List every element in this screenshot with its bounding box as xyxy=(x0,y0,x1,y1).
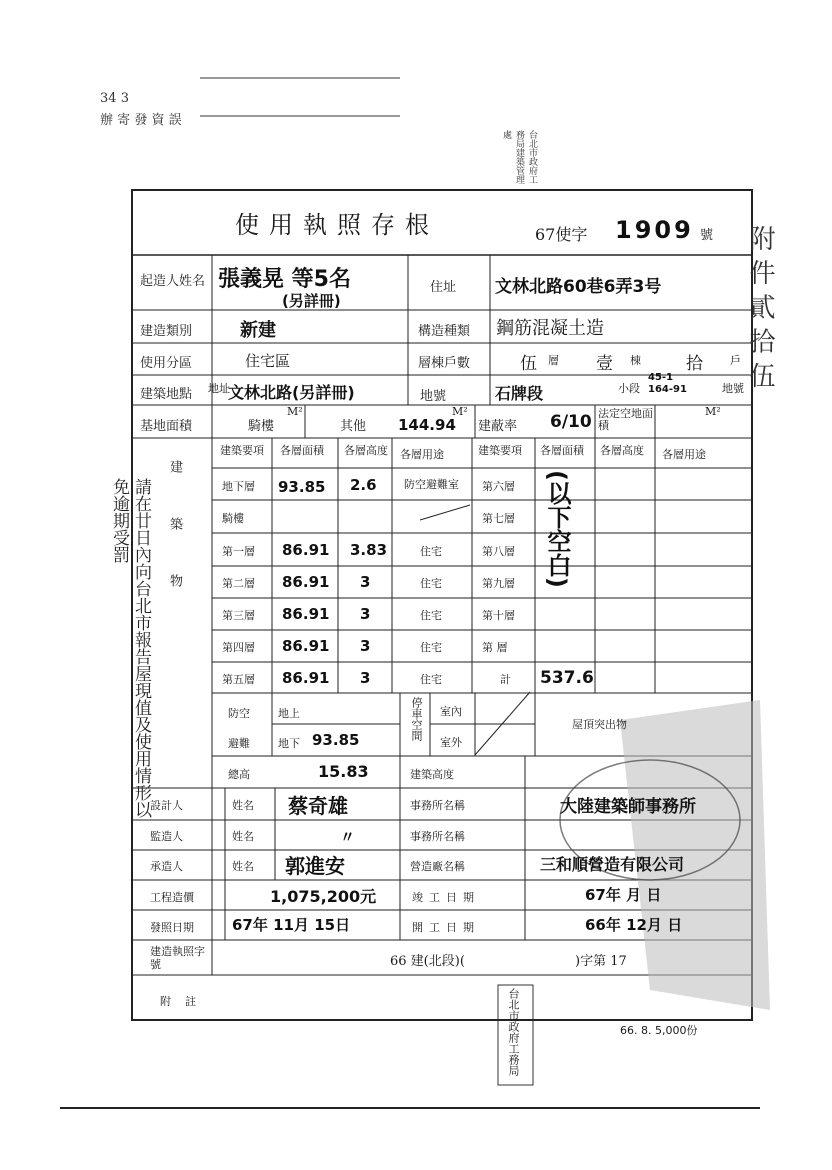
floor-unit: 層 xyxy=(548,354,559,367)
lot-section: 石牌段 xyxy=(495,384,544,403)
other-label: 其他 xyxy=(340,419,367,434)
lot-numbers: 45-1 164-91 xyxy=(648,372,687,395)
col-use-header: 各層用途 xyxy=(662,448,706,461)
designer-label: 設計人 xyxy=(150,799,183,812)
floor-area: 86.91 xyxy=(282,573,330,591)
stamp-line: 寄 xyxy=(117,113,131,128)
m2-unit: M² xyxy=(452,405,468,418)
floor-name: 第五層 xyxy=(222,673,255,686)
floor-use: 住宅 xyxy=(420,609,442,622)
floor-height: 3 xyxy=(360,573,371,591)
floors-label: 層棟戶數 xyxy=(418,356,471,371)
floor-name: 第六層 xyxy=(482,480,515,493)
floor-name: 第二層 xyxy=(222,577,255,590)
issue-date: 67年 11月 15日 xyxy=(232,916,351,934)
floor-name: 地下層 xyxy=(222,480,255,493)
floor-use: 住宅 xyxy=(420,673,442,686)
lot-label: 地號 xyxy=(420,389,447,404)
floor-name: 第三層 xyxy=(222,609,255,622)
floor-height: 3 xyxy=(360,605,371,623)
construction-type-label: 建造類別 xyxy=(140,324,193,339)
floor-height: 2.6 xyxy=(350,476,377,494)
stamp-line: 誤 xyxy=(168,113,182,128)
legal-area-label: 法定空地面積 xyxy=(598,407,653,432)
construction-permit-label: 建造執照字號 xyxy=(150,945,205,971)
office-stamp: 台北市政府工務局建築管理處 xyxy=(501,130,537,184)
m2-unit: M² xyxy=(287,405,303,418)
height-value: 15.83 xyxy=(318,762,369,781)
construction-permit-tail: )字第 17 xyxy=(575,954,627,969)
household-count: 拾 xyxy=(686,354,703,374)
arcade-label: 騎樓 xyxy=(248,419,275,434)
bottom-stamp: 台北市政府工務局 xyxy=(507,988,520,1076)
total-area: 537.6 xyxy=(540,668,594,688)
designer-office: 大陸建築師事務所 xyxy=(560,797,696,817)
contractor-name: 郭進安 xyxy=(285,854,345,878)
m2-unit: M² xyxy=(705,405,721,418)
structure-type-label: 構造種類 xyxy=(418,324,471,339)
floor-use: 住宅 xyxy=(420,577,442,590)
other-area: 144.94 xyxy=(398,416,456,434)
stamp-line: 3 xyxy=(120,91,129,106)
stamp-line: 辦 xyxy=(100,113,114,128)
floor-name: 第九層 xyxy=(482,577,515,590)
start-date: 66年 12月 日 xyxy=(585,916,683,934)
address-value: 文林北路60巷6弄3号 xyxy=(495,277,662,297)
floor-name: 第四層 xyxy=(222,641,255,654)
lot-sub: 小段 xyxy=(618,382,640,395)
building-count: 壹 xyxy=(596,354,613,374)
office-label: 事務所名稱 xyxy=(410,830,465,843)
col-use-header: 各層用途 xyxy=(400,448,444,461)
cost-value: 1,075,200元 xyxy=(270,887,377,906)
parking-label: 避難 xyxy=(228,737,250,750)
floor-name: 第 層 xyxy=(482,641,508,654)
floor-area: 86.91 xyxy=(282,541,330,559)
parking-side: 停車空間 xyxy=(410,697,423,741)
permit-suffix: 號 xyxy=(700,228,714,243)
stamp-line: 發 xyxy=(134,113,148,128)
print-code: 66. 8. 5,000份 xyxy=(620,1024,698,1037)
issue-date-label: 發照日期 xyxy=(150,921,194,934)
floor-count: 伍 xyxy=(520,354,537,374)
site-value: 文林北路(另詳冊) xyxy=(228,383,355,402)
floor-use: 住宅 xyxy=(420,545,442,558)
coverage-label: 建蔽率 xyxy=(478,419,518,434)
parking-below-area: 93.85 xyxy=(312,731,360,749)
left-margin-note: 請在廿日內向台北市報告屋現值及使用情形以免逾期受罰 xyxy=(109,478,151,818)
col-item-header: 建築要項 xyxy=(478,444,522,457)
building-height-label: 建築高度 xyxy=(410,768,454,781)
floor-area: 86.91 xyxy=(282,669,330,687)
stamp-line: 資 xyxy=(151,113,165,128)
construction-type: 新建 xyxy=(240,320,276,341)
floor-use: 防空避難室 xyxy=(404,478,459,491)
name-label: 姓名 xyxy=(232,830,254,843)
receipt-stamp xyxy=(100,88,260,132)
floor-area: 93.85 xyxy=(278,478,326,496)
name-label: 姓名 xyxy=(232,799,254,812)
applicant-label: 起造人姓名 xyxy=(140,274,206,289)
office-label: 營造廠名稱 xyxy=(410,860,465,873)
office-label: 事務所名稱 xyxy=(410,799,465,812)
col-area-header: 各層面積 xyxy=(280,444,324,457)
right-margin-note: 附 件 貳 拾 伍 xyxy=(745,225,775,389)
permit-prefix: 67使字 xyxy=(535,225,588,244)
floor-use: 住宅 xyxy=(420,641,442,654)
cost-label: 工程造價 xyxy=(150,891,194,904)
applicant-note: (另詳冊) xyxy=(282,292,341,310)
col-item-header: 建築要項 xyxy=(220,444,264,457)
stamp-line: 34 xyxy=(100,91,117,106)
designer-name: 蔡奇雄 xyxy=(288,794,348,818)
total-label: 計 xyxy=(500,673,511,686)
permit-number: 1909 xyxy=(615,216,694,244)
start-date-label: 開工日期 xyxy=(412,921,480,934)
building-label: 建築物 xyxy=(167,460,182,631)
parking-above: 地上 xyxy=(278,707,300,720)
roof-protrusion: 屋頂突出物 xyxy=(572,718,627,731)
address-label: 住址 xyxy=(430,280,457,295)
construction-permit-value: 66 建(北段)( xyxy=(390,954,465,969)
site-label: 建築地點 xyxy=(140,387,193,402)
building-unit: 棟 xyxy=(630,354,641,367)
floor-name: 第十層 xyxy=(482,609,515,622)
zoning-label: 使用分區 xyxy=(140,356,193,371)
form-title: 使用執照存根 xyxy=(235,211,439,239)
parking-outdoor: 室外 xyxy=(440,736,462,749)
supervisor-label: 監造人 xyxy=(150,830,183,843)
floor-name: 第八層 xyxy=(482,545,515,558)
floor-area: 86.91 xyxy=(282,637,330,655)
floor-name: 騎樓 xyxy=(222,512,244,525)
completion-date: 67年 月 日 xyxy=(585,886,662,904)
parking-label: 防空 xyxy=(228,707,250,720)
parking-indoor: 室內 xyxy=(440,705,462,718)
applicant-name: 張義晃 等5名 xyxy=(218,267,351,292)
zoning-value: 住宅區 xyxy=(245,352,291,370)
floor-area: 86.91 xyxy=(282,605,330,623)
site-sub: 地址 xyxy=(208,382,230,395)
col-height-header: 各層高度 xyxy=(344,444,388,457)
floor-height: 3 xyxy=(360,669,371,687)
height-label: 總高 xyxy=(228,768,250,781)
structure-type: 鋼筋混凝土造 xyxy=(496,318,604,339)
col-area-header: 各層面積 xyxy=(540,444,584,457)
floor-name: 第七層 xyxy=(482,512,515,525)
blank-note: (以下空白) xyxy=(543,470,571,588)
household-unit: 戶 xyxy=(730,354,741,367)
lot-suffix: 地號 xyxy=(722,382,744,395)
name-label: 姓名 xyxy=(232,860,254,873)
completion-label: 竣工日期 xyxy=(412,891,480,904)
floor-height: 3.83 xyxy=(350,541,388,559)
floor-name: 第一層 xyxy=(222,545,255,558)
supervisor-name: 〃 xyxy=(340,828,356,846)
contractor-office: 三和順營造有限公司 xyxy=(540,855,685,874)
contractor-label: 承造人 xyxy=(150,860,183,873)
parking-below: 地下 xyxy=(278,737,300,750)
remarks-label: 附註 xyxy=(160,995,210,1008)
col-height-header: 各層高度 xyxy=(600,444,644,457)
coverage-value: 6/10 xyxy=(550,412,592,432)
floor-height: 3 xyxy=(360,637,371,655)
site-area-label: 基地面積 xyxy=(140,419,193,434)
